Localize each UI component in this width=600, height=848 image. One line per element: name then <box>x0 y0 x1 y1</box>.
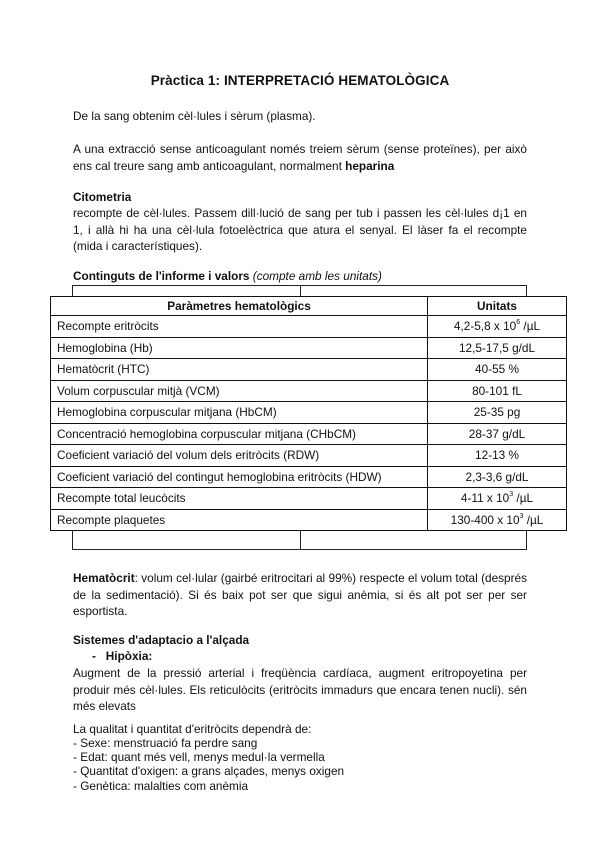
table-row <box>51 466 567 488</box>
extraction-paragraph <box>73 141 527 174</box>
header-params: Paràmetres hematològics <box>51 297 428 316</box>
quality-list <box>73 736 344 793</box>
unit-value: 28-37 g/dL <box>468 426 526 441</box>
unit-exponent: 3 <box>519 512 524 520</box>
cytometry-heading: Citometria <box>73 190 132 204</box>
hematocrit-text: : volum cel·lular (gairbé eritrocitari al 99%) respecte el volum total (després de la sedimentació). Si és baix pot ser que sigui anèmia, si és alt pot ser per ser esportista. <box>73 571 527 618</box>
table-row <box>51 445 567 467</box>
param-cell: Hematòcrit (HTC) <box>51 359 428 381</box>
list-item: - Quantitat d'oxigen: a grans alçades, menys oxigen <box>73 764 345 779</box>
table-row <box>51 359 567 381</box>
unit-cell <box>428 316 567 338</box>
bullet-dash: - <box>92 649 96 663</box>
unit-cell <box>428 423 567 445</box>
intro-paragraph: De la sang obtenim cèl·lules i sèrum (plasma). <box>73 109 316 123</box>
param-cell: Concentració hemoglobina corpuscular mitjana (CHbCM) <box>51 423 428 445</box>
altitude-heading: Sistemes d'adaptacio a l'alçada <box>73 633 250 647</box>
unit-cell <box>428 337 567 359</box>
unit-cell <box>428 380 567 402</box>
param-cell: Coeficient variació del contingut hemoglobina eritròcits (HDW) <box>51 466 428 488</box>
list-item: - Genètica: malalties com anèmia <box>73 778 249 793</box>
quality-intro: La qualitat i quantitat d'eritròcits dependrà de: <box>73 722 312 736</box>
unit-suffix: /µL <box>523 512 544 527</box>
unit-value: 12-13 % <box>475 448 519 463</box>
table-row <box>51 509 567 531</box>
unit-value: 25-35 pg <box>473 405 521 420</box>
param-cell: Coeficient variació del volum dels eritròcits (RDW) <box>51 445 428 467</box>
hematology-table <box>50 296 567 531</box>
table-row <box>51 488 567 510</box>
altitude-paragraph: Augment de la pressió arterial i freqüència cardíaca, augment eritropoyetina per produir més cèl·lules. Els reticulòcits (eritròcits immadurs que encara tenen nucli). sén més elevats <box>73 666 527 713</box>
unit-value: 2,3-3,6 g/dL <box>465 469 529 484</box>
unit-exponent: 3 <box>509 491 514 499</box>
table-row <box>51 337 567 359</box>
list-item: - Sexe: menstruació fa perdre sang <box>73 736 258 750</box>
param-cell: Recompte eritròcits <box>51 316 428 338</box>
table-row <box>51 402 567 424</box>
table-row <box>51 423 567 445</box>
report-heading: Continguts de l'informe i valors <box>73 269 250 283</box>
param-cell: Hemoglobina corpuscular mitjana (HbCM) <box>51 402 428 424</box>
table-row <box>51 316 567 338</box>
list-item: - Edat: quant més vell, menys medul·la vermella <box>73 750 325 765</box>
extraction-bold: heparina <box>345 158 395 173</box>
hematocrit-paragraph <box>73 570 527 620</box>
unit-cell <box>428 466 567 488</box>
unit-exponent: 6 <box>516 319 521 327</box>
extraction-text: A una extracció sense anticoagulant només treiem sèrum (sense proteïnes), per això ens cal treure sang amb anticoagulant, normalment <box>73 142 527 173</box>
unit-cell <box>428 445 567 467</box>
param-cell: Volum corpuscular mitjà (VCM) <box>51 380 428 402</box>
hypoxia-bullet <box>92 649 152 663</box>
unit-value: 80-101 fL <box>472 383 522 398</box>
param-cell: Hemoglobina (Hb) <box>51 337 428 359</box>
report-heading-line <box>73 268 527 285</box>
unit-cell <box>428 359 567 381</box>
page-title: Pràctica 1: INTERPRETACIÓ HEMATOLÒGICA <box>150 73 450 88</box>
header-units: Unitats <box>428 297 567 316</box>
unit-cell <box>428 509 567 531</box>
unit-value: 12,5-17,5 g/dL <box>458 340 536 355</box>
param-cell: Recompte total leucòcits <box>51 488 428 510</box>
unit-suffix: /µL <box>520 319 541 334</box>
unit-cell <box>428 488 567 510</box>
hypoxia-label: Hipòxia: <box>105 649 153 663</box>
unit-value: 4,2-5,8 x 10 <box>453 319 517 334</box>
report-note: (compte amb les unitats) <box>252 269 382 283</box>
hematocrit-bold: Hematòcrit <box>73 571 135 585</box>
unit-value: 130-400 x 10 <box>450 512 520 527</box>
cytometry-paragraph: recompte de cèl·lules. Passem dill·lució de sang per tub i passen les cèl·lules d¡1 en 1, i allà hi ha una cèl·lula fotoelèctrica que atura el senyal. El làser fa el recompte (mida i característiques). <box>73 206 527 253</box>
unit-value: 4-11 x 10 <box>460 491 510 506</box>
table-header-row <box>51 297 567 316</box>
unit-suffix: /µL <box>513 491 534 506</box>
table-row <box>51 380 567 402</box>
unit-value: 40-55 % <box>475 362 519 377</box>
param-cell: Recompte plaquetes <box>51 509 428 531</box>
unit-cell <box>428 402 567 424</box>
